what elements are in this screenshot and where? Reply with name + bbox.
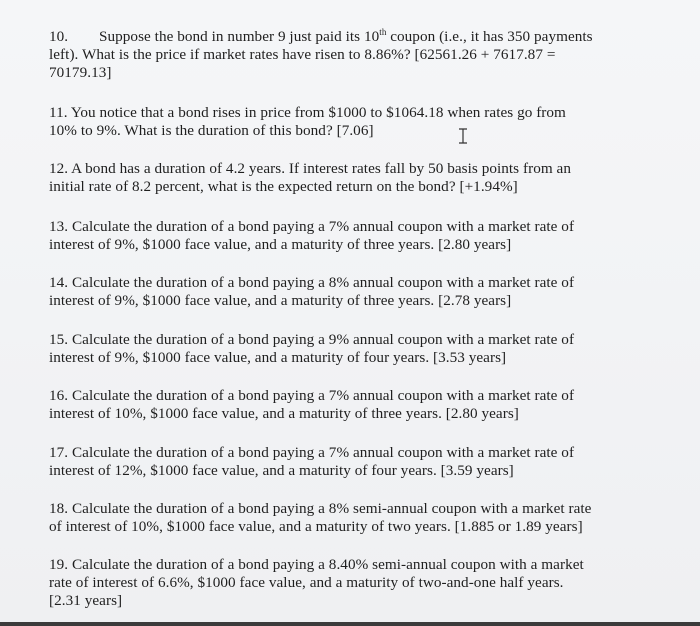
question-17	[49, 444, 649, 480]
question-19-line-2: rate of interest of 6.6%, $1000 face value, and a maturity of two-and-one half years.	[49, 573, 564, 591]
question-19	[49, 556, 649, 609]
question-18-line-1: 18. Calculate the duration of a bond paying a 8% semi-annual coupon with a market rate	[49, 500, 592, 517]
text-cursor-icon	[458, 128, 468, 144]
question-11	[49, 104, 649, 140]
question-10-line-2: left). What is the price if market rates have risen to 8.86%? [62561.26 + 7617.87 =	[49, 45, 556, 63]
question-10-line-1: 10. Suppose the bond in number 9 just paid its 10th coupon (i.e., it has 350 payments	[49, 27, 593, 45]
question-19-line-1: 19. Calculate the duration of a bond paying a 8.40% semi-annual coupon with a market	[49, 556, 584, 573]
question-15	[49, 331, 649, 367]
question-12-line-2: initial rate of 8.2 percent, what is the expected return on the bond? [+1.94%]	[49, 177, 518, 195]
question-number: 10.	[49, 28, 69, 45]
question-14-line-2: interest of 9%, $1000 face value, and a maturity of three years. [2.78 years]	[49, 291, 512, 309]
question-15-line-2: interest of 9%, $1000 face value, and a maturity of four years. [3.53 years]	[49, 348, 507, 366]
question-10	[49, 28, 649, 81]
question-16	[49, 387, 649, 423]
question-11-line-1: 11. You notice that a bond rises in price from $1000 to $1064.18 when rates go from	[49, 104, 566, 121]
question-14	[49, 274, 649, 310]
question-17-line-2: interest of 12%, $1000 face value, and a maturity of four years. [3.59 years]	[49, 461, 514, 479]
question-11-line-2: 10% to 9%. What is the duration of this bond? [7.06]	[49, 121, 374, 139]
question-13-line-2: interest of 9%, $1000 face value, and a maturity of three years. [2.80 years]	[49, 235, 512, 253]
question-16-line-2: interest of 10%, $1000 face value, and a maturity of three years. [2.80 years]	[49, 404, 519, 422]
question-13-line-1: 13. Calculate the duration of a bond paying a 7% annual coupon with a market rate of	[49, 218, 575, 235]
question-18	[49, 500, 649, 536]
question-15-line-1: 15. Calculate the duration of a bond paying a 9% annual coupon with a market rate of	[49, 331, 575, 348]
question-19-line-3: [2.31 years]	[49, 591, 123, 609]
question-12-line-1: 12. A bond has a duration of 4.2 years. If interest rates fall by 50 basis points from an	[49, 160, 571, 177]
question-13	[49, 218, 649, 254]
question-12	[49, 160, 649, 196]
question-17-line-1: 17. Calculate the duration of a bond paying a 7% annual coupon with a market rate of	[49, 444, 575, 461]
question-10-line-3: 70179.13]	[49, 63, 112, 81]
question-14-line-1: 14. Calculate the duration of a bond paying a 8% annual coupon with a market rate of	[49, 274, 575, 291]
question-18-line-2: of interest of 10%, $1000 face value, and a maturity of two years. [1.885 or 1.89 years]	[49, 517, 583, 535]
question-16-line-1: 16. Calculate the duration of a bond paying a 7% annual coupon with a market rate of	[49, 387, 575, 404]
bottom-edge-divider	[0, 622, 700, 626]
